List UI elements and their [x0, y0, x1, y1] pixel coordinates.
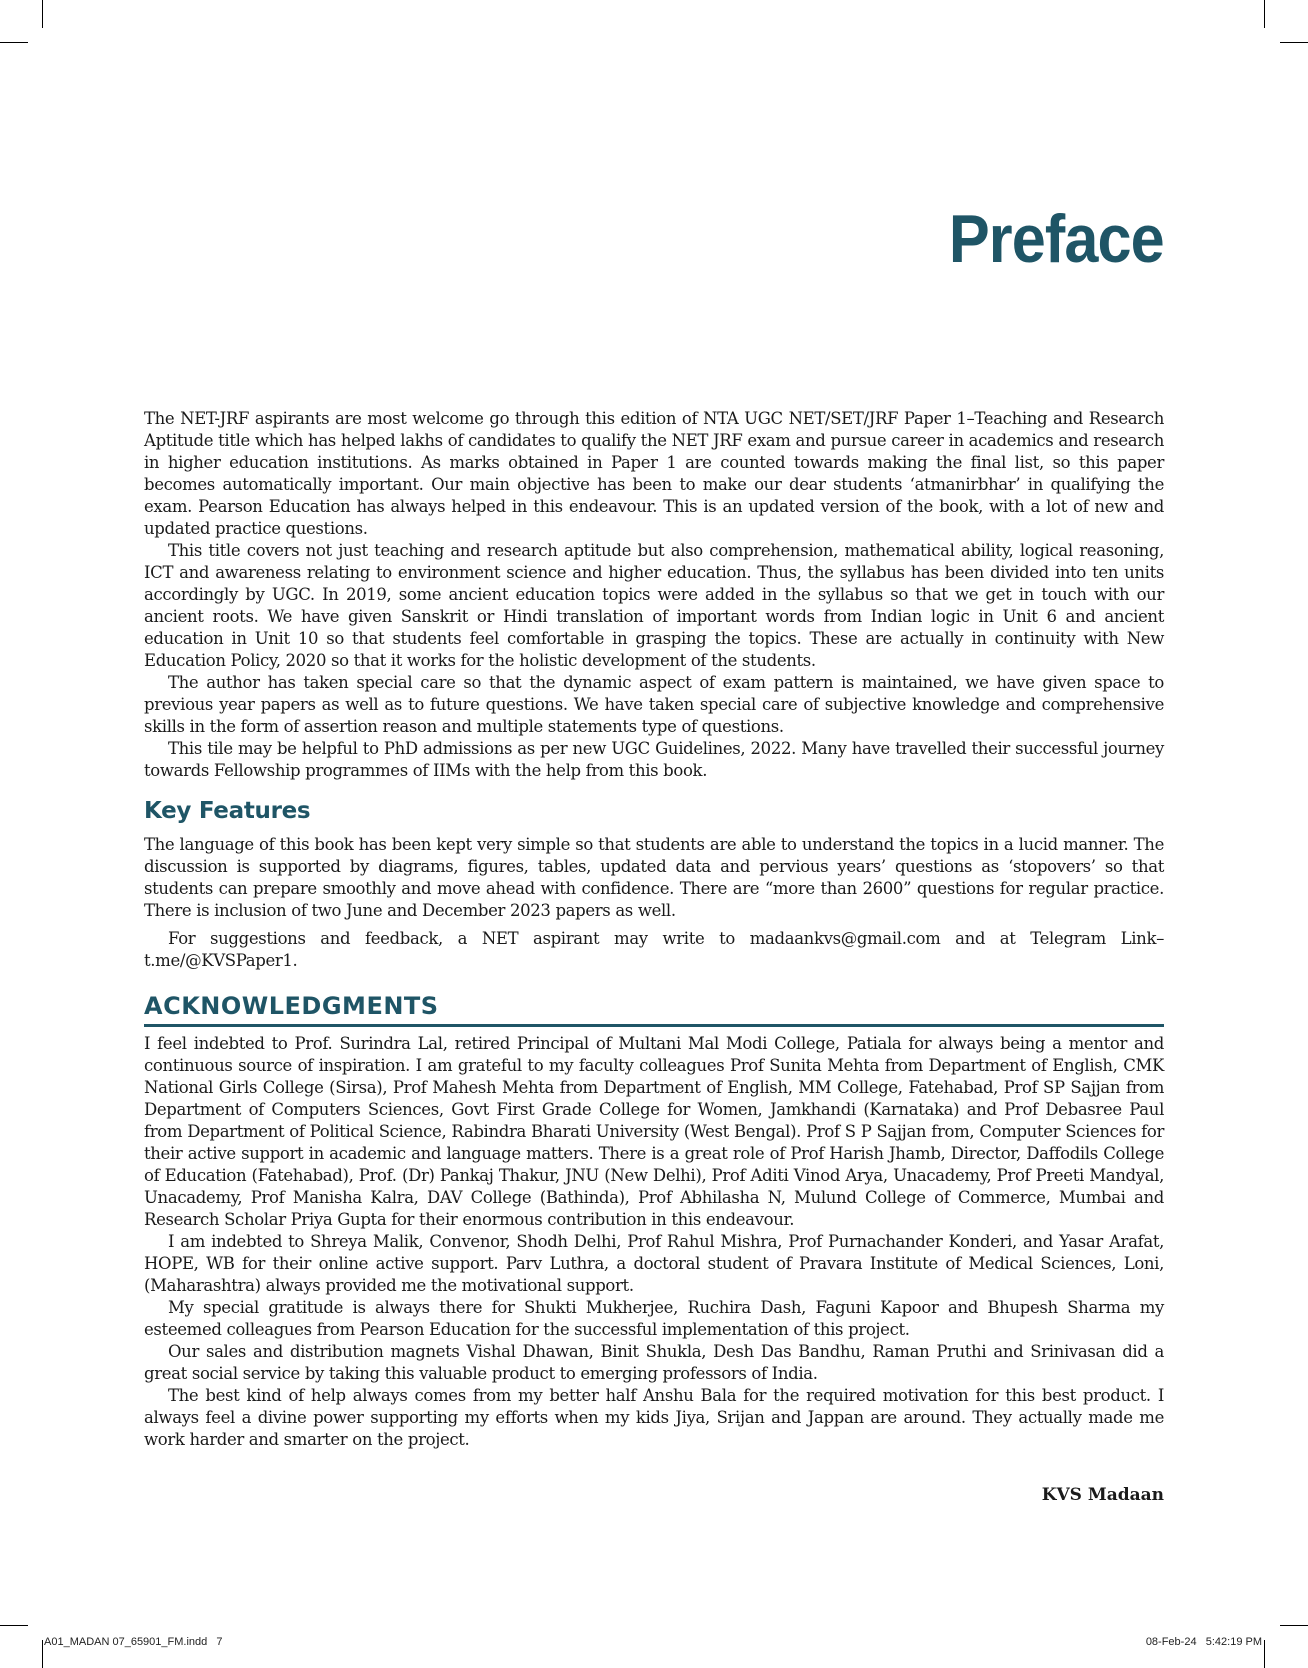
- crop-mark-bottom-right-vertical: [1264, 1640, 1265, 1668]
- ack-paragraph-1: I feel indebted to Prof. Surindra Lal, retired Principal of Multani Mal Modi College, Patiala for always being a mentor and continuous source of inspiration. I am grateful to my faculty colleagues Prof Sunita Mehta from Department of English, CMK National Girls College (Sirsa), Prof Mahesh Mehta from Department of English, MM College, Fatehabad, Prof SP Sajjan from Department of Computers Sciences, Govt First Grade College for Women, Jamkhandi (Karnataka) and Prof Debasree Paul from Department of Political Science, Rabindra Bharati University (West Bengal). Prof S P Sajjan from, Computer Sciences for their active support in academic and language matters. There is a great role of Prof Harish Jhamb, Director, Daffodils College of Education (Fatehabad), Prof. (Dr) Pankaj Thakur, JNU (New Delhi), Prof Aditi Vinod Arya, Unacademy, Prof Preeti Mandyal, Unacademy, Prof Manisha Kalra, DAV College (Bathinda), Prof Abhilasha N, Mulund College of Commerce, Mumbai and Research Scholar Priya Gupta for their enormous contribution in this endeavour.: [144, 1034, 1164, 1229]
- footer-timestamp: 08-Feb-24 5:42:19 PM: [1145, 1636, 1262, 1648]
- page-title: Preface: [949, 201, 1164, 277]
- crop-mark-bottom-left-horizontal: [0, 1625, 28, 1626]
- preface-paragraph-1: The NET-JRF aspirants are most welcome go through this edition of NTA UGC NET/SET/JRF Paper 1–Teaching and Research Aptitude title which has helped lakhs of candidates to qualify the NET JRF exam and pursue career in academics and research in higher education institutions. As marks obtained in Paper 1 are counted towards making the final list, so this paper becomes automatically important. Our main objective has been to make our dear students ‘atmanirbhar’ in qualifying the exam. Pearson Education has always helped in this endeavour. This is an updated version of the book, with a lot of new and updated practice questions.: [144, 409, 1164, 538]
- ack-paragraph-2: I am indebted to Shreya Malik, Convenor, Shodh Delhi, Prof Rahul Mishra, Prof Purnachander Konderi, and Yasar Arafat, HOPE, WB for their online active support. Parv Luthra, a doctoral student of Pravara Institute of Medical Sciences, Loni, (Maharashtra) always provided me the motivational support.: [144, 1232, 1164, 1295]
- crop-mark-top-left-vertical: [42, 0, 43, 28]
- ack-paragraph-4: Our sales and distribution magnets Vishal Dhawan, Binit Shukla, Desh Das Bandhu, Raman Pruthi and Srinivasan did a great social service by taking this valuable product to emerging professors of India.: [144, 1342, 1164, 1383]
- crop-mark-top-left-horizontal: [0, 42, 28, 43]
- preface-paragraph-4: This tile may be helpful to PhD admissions as per new UGC Guidelines, 2022. Many have travelled their successful journey towards Fellowship programmes of IIMs with the help from this book.: [144, 739, 1164, 780]
- crop-mark-top-right-horizontal: [1280, 42, 1308, 43]
- author-signature: KVS Madaan: [1041, 1485, 1164, 1505]
- page-body: [144, 408, 1164, 1505]
- key-features-paragraph-2: For suggestions and feedback, a NET aspirant may write to madaankvs@gmail.com and at Telegram Link–t.me/@KVSPaper1.: [144, 929, 1164, 970]
- preface-paragraph-3: The author has taken special care so that the dynamic aspect of exam pattern is maintained, we have given space to previous year papers as well as to future questions. We have taken special care of subjective knowledge and comprehensive skills in the form of assertion reason and multiple statements type of questions.: [144, 673, 1164, 736]
- footer-file-info: A01_MADAN 07_65901_FM.indd 7: [44, 1636, 223, 1648]
- key-features-paragraph-1: The language of this book has been kept very simple so that students are able to understand the topics in a lucid manner. The discussion is supported by diagrams, figures, tables, updated data and pervious years’ questions as ‘stopovers’ so that students can prepare smoothly and move ahead with confidence. There are “more than 2600” questions for regular practice. There is inclusion of two June and December 2023 papers as well.: [144, 835, 1164, 920]
- crop-mark-bottom-left-vertical: [42, 1640, 43, 1668]
- acknowledgments-heading: ACKNOWLEDGMENTS: [144, 992, 1164, 1027]
- ack-paragraph-5: The best kind of help always comes from my better half Anshu Bala for the required motivation for this best product. I always feel a divine power supporting my efforts when my kids Jiya, Srijan and Jappan are around. They actually made me work harder and smarter on the project.: [144, 1386, 1164, 1449]
- preface-paragraph-2: This title covers not just teaching and research aptitude but also comprehension, mathematical ability, logical reasoning, ICT and awareness relating to environment science and higher education. Thus, the syllabus has been divided into ten units accordingly by UGC. In 2019, some ancient education topics were added in the syllabus so that we get in touch with our ancient roots. We have given Sanskrit or Hindi translation of important words from Indian logic in Unit 6 and ancient education in Unit 10 so that students feel comfortable in grasping the topics. These are actually in continuity with New Education Policy, 2020 so that it works for the holistic development of the students.: [144, 541, 1164, 670]
- ack-paragraph-3: My special gratitude is always there for Shukti Mukherjee, Ruchira Dash, Faguni Kapoor and Bhupesh Sharma my esteemed colleagues from Pearson Education for the successful implementation of this project.: [144, 1298, 1164, 1339]
- key-features-heading: Key Features: [144, 798, 311, 824]
- crop-mark-bottom-right-horizontal: [1280, 1625, 1308, 1626]
- crop-mark-top-right-vertical: [1264, 0, 1265, 28]
